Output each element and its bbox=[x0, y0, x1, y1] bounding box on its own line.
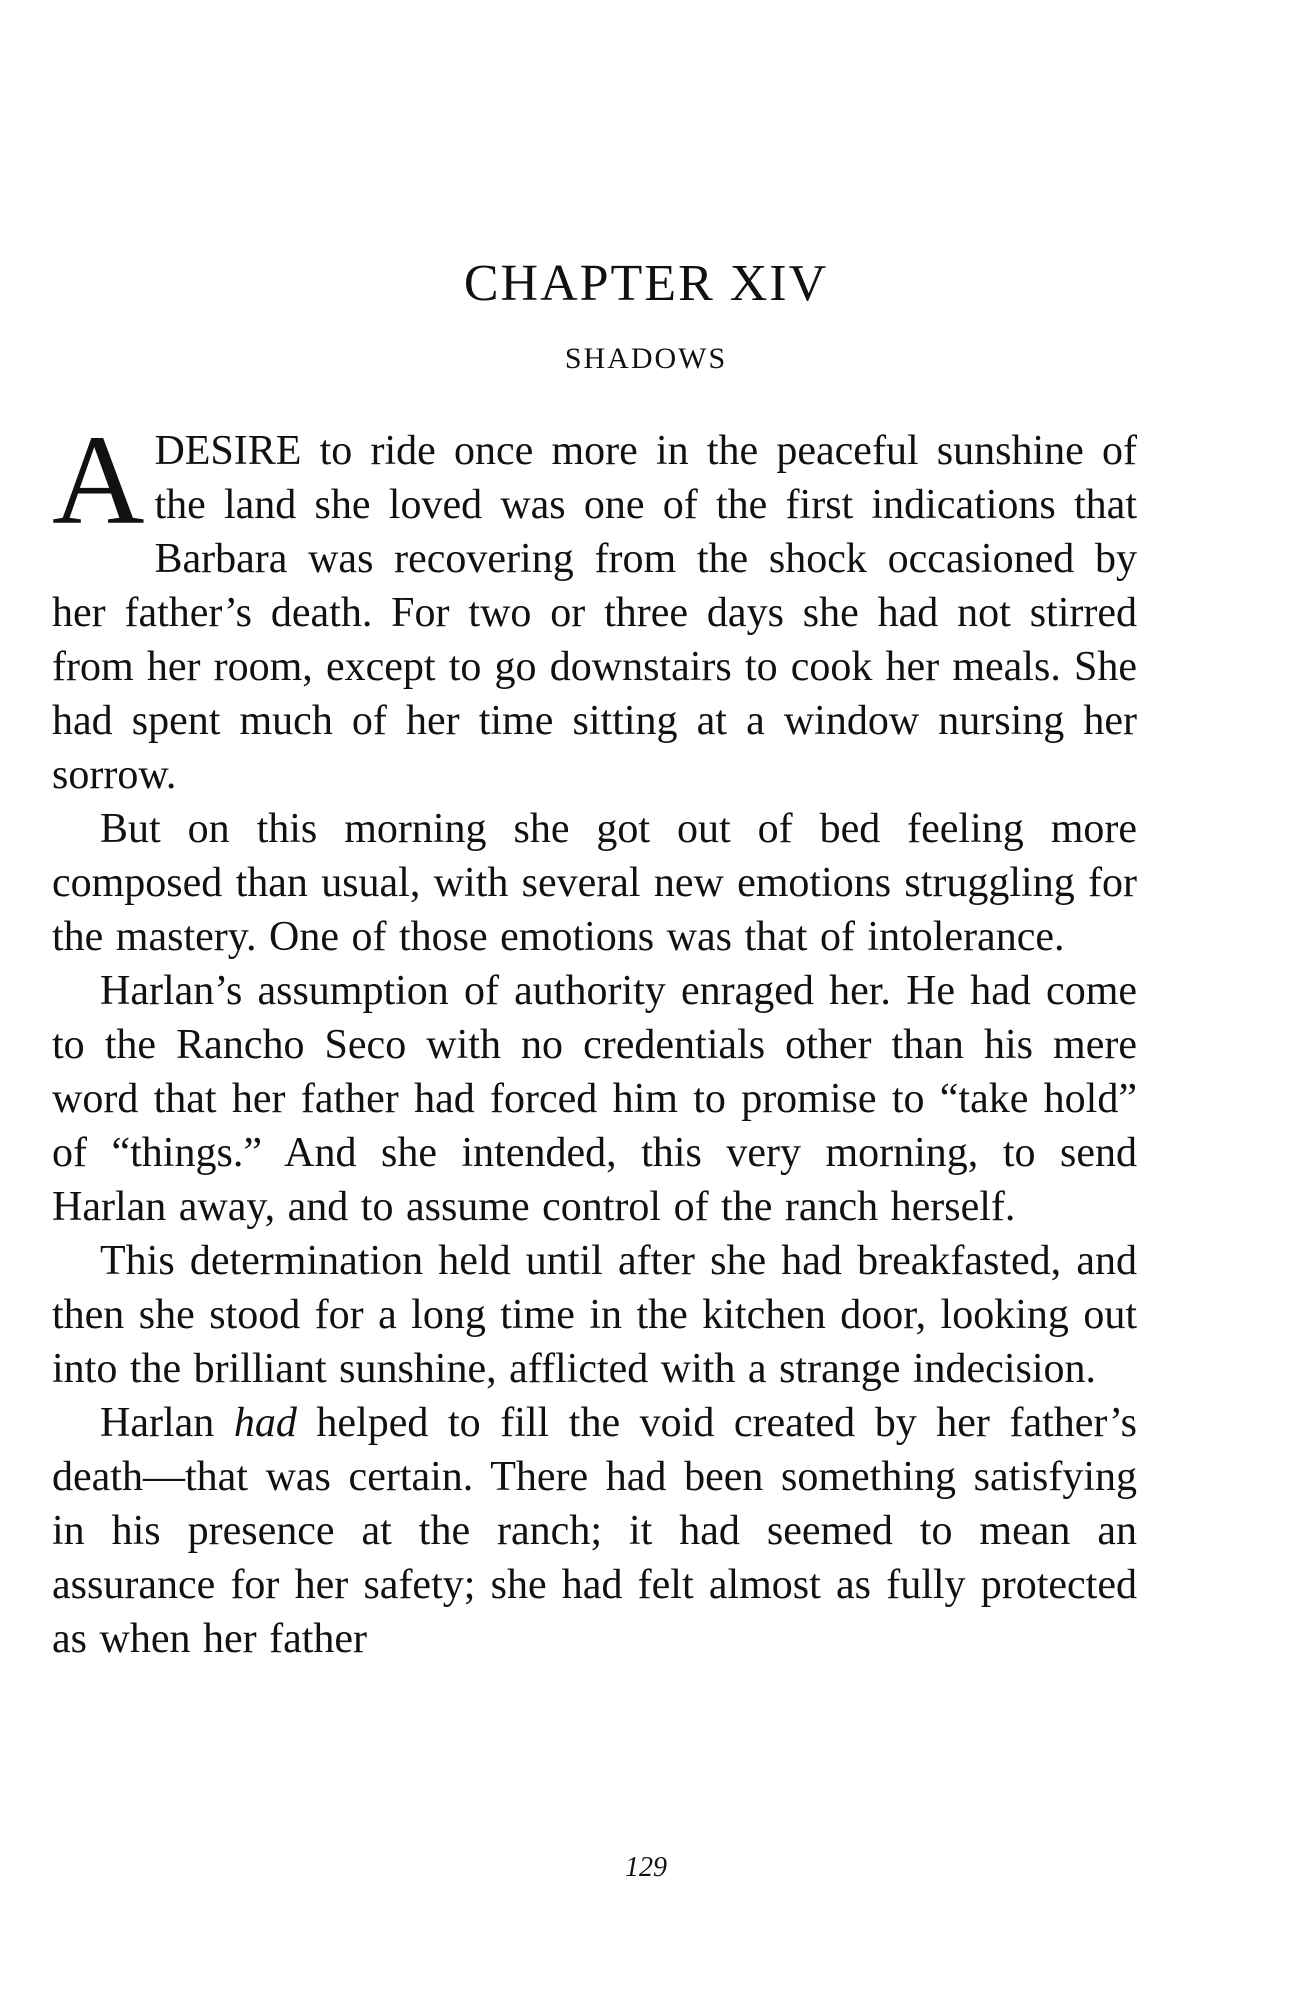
drop-cap: A bbox=[52, 409, 145, 551]
paragraph-5 bbox=[52, 1396, 1137, 1666]
emphasis-word: had bbox=[233, 1400, 297, 1446]
paragraph-3: Harlan’s assumption of authority enraged her. He had come to the Rancho Seco with no credentials other than his mere word that her father had forced him to promise to “take hold” of “things.” And she intended, this very morning, to send Harlan away, and to assume control of the ranch herself. bbox=[52, 968, 1137, 1230]
paragraph-5-end: helped to fill the void created by her father’s death—that was certain. There had been something satisfying in his presence at the ranch; it had seemed to mean an assurance for her safety; she had felt almost as fully protected as when her father bbox=[52, 1400, 1137, 1662]
paragraph-2: But on this morning she got out of bed feeling more composed than usual, with several new emotions struggling for the mastery. One of those emotions was that of intolerance. bbox=[52, 806, 1137, 960]
paragraph-1 bbox=[52, 409, 1137, 802]
paragraph-4: This determination held until after she had breakfasted, and then she stood for a long time in the kitchen door, looking out into the brilliant sunshine, afflicted with a strange indecision. bbox=[52, 1238, 1137, 1392]
page-number: 129 bbox=[625, 1852, 667, 1883]
chapter-title: CHAPTER XIV bbox=[463, 255, 829, 312]
paragraph-1-text: DESIRE to ride once more in the peaceful sunshine of the land she loved was one of the first indications that Barbara was recovering from the shock occasioned by her father’s death. For two or three days she had not stirred from her room, except to go downstairs to cook her meals. She had spent much of her time sitting at a window nursing her sorrow. bbox=[52, 428, 1137, 798]
chapter-subtitle: SHADOWS bbox=[564, 342, 728, 375]
body-text bbox=[52, 409, 1137, 1666]
paragraph-5-start: Harlan bbox=[100, 1400, 234, 1446]
